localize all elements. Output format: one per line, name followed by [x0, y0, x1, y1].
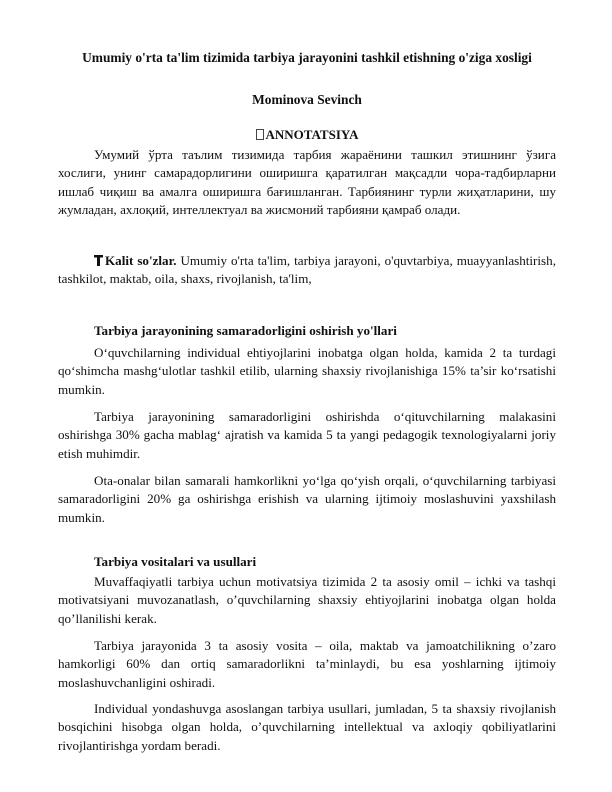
abstract-heading: [58, 127, 556, 143]
section2-paragraph: Tarbiya jarayonida 3 ta asosiy vosita – oila, maktab va jamoatchilikning o’zaro hamkorligi 60% dan ortiq samaradorlikni ta’minlaydi, bu esa yoshlarning ijtimoiy moslashuvchanligini oshiradi.: [58, 638, 556, 690]
section-heading-efficiency: Tarbiya jarayonining samaradorligini oshirish yo'llari: [94, 323, 397, 338]
section1-paragraph: O‘quvchilarning individual ehtiyojlarini inobatga olgan holda, kamida 2 ta turdagi qo‘shimcha mashg‘ulotlar tashkil etilib, ularning shaxsiy rivojlanishiga 15% ta’sir ko‘rsatishi mumkin.: [58, 345, 556, 397]
author-name: Mominova Sevinch: [252, 92, 362, 107]
abstract-heading-text: ANNOTATSIYA: [265, 127, 359, 142]
section2-paragraph: Individual yondashuvga asoslangan tarbiya usullari, jumladan, 5 ta shaxsiy rivojlanish bosqichini hisobga olgan holda, o’quvchilarning intellektual va axloqiy qobiliyatlarini rivojlantirishga yordam beradi.: [58, 701, 556, 753]
section-heading-methods: Tarbiya vositalari va usullari: [94, 554, 257, 569]
keywords-label: Kalit so'zlar.: [105, 253, 177, 268]
keywords: [58, 252, 556, 288]
paper-title: Umumiy o'rta ta'lim tizimida tarbiya jarayonini tashkil etishning o'ziga xosligi: [82, 50, 532, 65]
section2-paragraph: Muvaffaqiyatli tarbiya uchun motivatsiya tizimida 2 ta asosiy omil – ichki va tashqi motivatsiyani muvozanatlash, o’quvchilarning shaxsiy ehtiyojlarini inobatga olgan holda qo’llanilishi kerak.: [58, 574, 556, 626]
section1-paragraph: Ota-onalar bilan samarali hamkorlikni yo‘lga qo‘yish orqali, o‘quvchilarning tarbiyasi samaradorligini 20% ga oshirishga erishish va ularning ijtimoiy moslashuvini yaxshilash mumkin.: [58, 473, 556, 525]
placeholder-box-icon: [256, 129, 264, 140]
keywords-text: Umumiy o'rta ta'lim, tarbiya jarayoni, o'quvtarbiya, muayyanlashtirish, tashkilot, maktab, oila, shaxs, rivojlanish, ta'lim,: [58, 253, 556, 286]
keyword-marker-icon: [94, 255, 103, 266]
abstract-text: Умумий ўрта таълим тизимида тарбия жараёнини ташкил этишнинг ўзига хослиги, унинг самарадорлигини оширишга қаратилган мақсадли чора-тадбирларни ишлаб чиқиш ва амалга оширишга бағишланган. Тарбиянинг турли жиҳатларини, шу жумладан, ахлоқий, интеллектуал ва жисмоний тарбияни қамраб олади.: [58, 147, 556, 217]
section1-paragraph: Tarbiya jarayonining samaradorligini oshirishda o‘qituvchilarning malakasini oshirishga 30% gacha mablag‘ ajratish va kamida 5 ta yangi pedagogik texnologiyalarni joriy etish muhimdir.: [58, 409, 556, 461]
